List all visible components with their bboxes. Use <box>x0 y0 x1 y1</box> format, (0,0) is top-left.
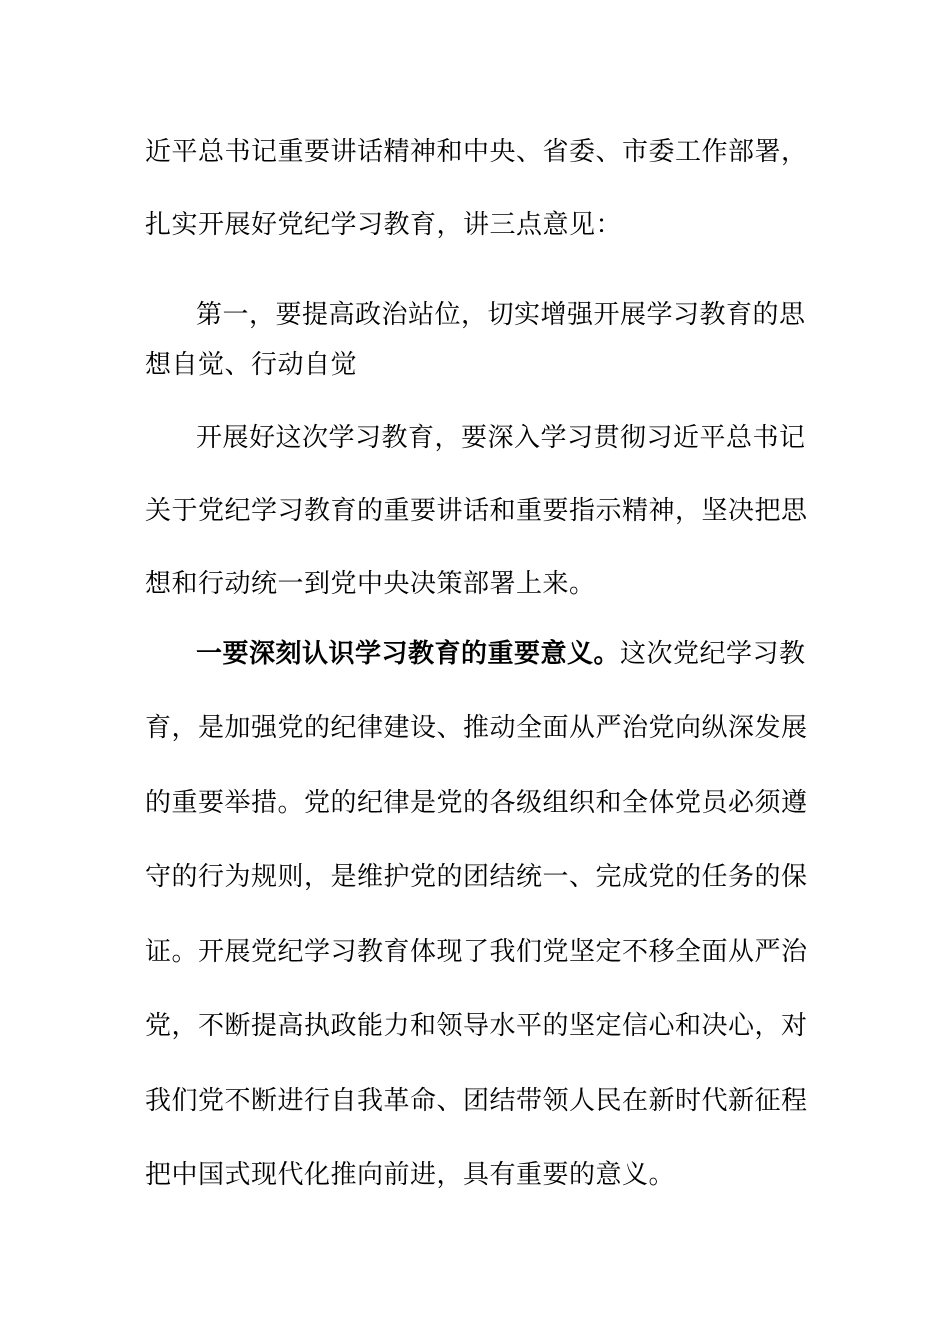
paragraph-line: 党，不断提高执政能力和领导水平的坚定信心和决心，对 <box>145 1011 808 1041</box>
paragraph-line: 我们党不断进行自我革命、团结带领人民在新时代新征程 <box>145 1086 808 1116</box>
paragraph-line: 开展好这次学习教育，要深入学习贯彻习近平总书记 <box>196 423 806 453</box>
section-heading-line: 想自觉、行动自觉 <box>145 350 358 380</box>
paragraph-line: 近平总书记重要讲话精神和中央、省委、市委工作部署， <box>145 137 808 167</box>
paragraph-line: 想和行动统一到党中央决策部署上来。 <box>145 569 596 599</box>
paragraph-line <box>196 636 810 672</box>
paragraph-line: 证。开展党纪学习教育体现了我们党坚定不移全面从严治 <box>145 937 808 967</box>
bold-lead-phrase: 一要深刻认识学习教育的重要意义。 <box>196 639 621 669</box>
paragraph-line: 育，是加强党的纪律建设、推动全面从严治党向纵深发展 <box>145 713 808 743</box>
paragraph-line: 的重要举措。党的纪律是党的各级组织和全体党员必须遵 <box>145 788 808 818</box>
paragraph-text: 这次党纪学习教 <box>620 639 806 669</box>
paragraph-line: 扎实开展好党纪学习教育，讲三点意见： <box>145 210 623 240</box>
paragraph-line: 关于党纪学习教育的重要讲话和重要指示精神，坚决把思 <box>145 496 808 526</box>
section-heading-line: 第一，要提高政治站位，切实增强开展学习教育的思 <box>196 300 806 330</box>
paragraph-line: 把中国式现代化推向前进，具有重要的意义。 <box>145 1160 676 1190</box>
paragraph-line: 守的行为规则，是维护党的团结统一、完成党的任务的保 <box>145 862 808 892</box>
